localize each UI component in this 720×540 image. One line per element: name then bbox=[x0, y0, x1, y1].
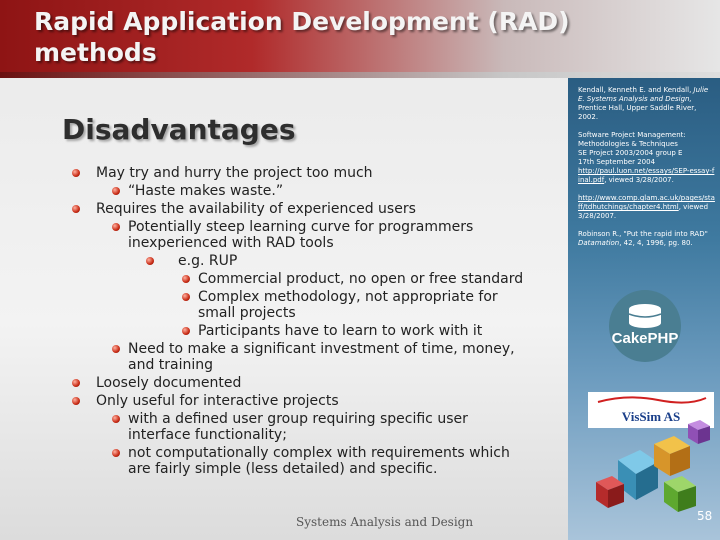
bullet-icon bbox=[72, 169, 80, 177]
cake-logo-text: CakePHP bbox=[611, 330, 679, 347]
list-item bbox=[72, 253, 532, 269]
list-item-text: Participants have to learn to work with it bbox=[198, 323, 483, 339]
bullet-icon bbox=[112, 415, 120, 423]
reference-glam bbox=[578, 194, 716, 221]
list-item-text: Loosely documented bbox=[96, 375, 242, 391]
list-item bbox=[72, 393, 532, 409]
list-item-text: Need to make a significant investment of time, money, and training bbox=[128, 341, 515, 373]
ref3-after: , viewed 3/28/2007. bbox=[578, 203, 709, 220]
bullet-icon bbox=[72, 379, 80, 387]
ref2-link[interactable]: http://paul.luon.net/essays/SEP-essay-final.pdf bbox=[578, 167, 715, 184]
list-item bbox=[72, 341, 532, 373]
list-item bbox=[72, 445, 532, 477]
list-item bbox=[72, 323, 532, 339]
list-item-text: May try and hurry the project too much bbox=[96, 165, 373, 181]
colored-cubes-graphic bbox=[588, 420, 716, 520]
reference-robinson bbox=[578, 230, 716, 248]
ref2-line: Software Project Management: bbox=[578, 131, 686, 139]
list-item bbox=[72, 271, 532, 287]
bullet-icon bbox=[112, 345, 120, 353]
list-item bbox=[72, 165, 532, 181]
bullet-list bbox=[72, 165, 532, 479]
bullet-icon bbox=[72, 205, 80, 213]
slide-title: Rapid Application Development (RAD) methods bbox=[34, 7, 570, 67]
ref4-rest: , 42, 4, 1996, pg. 80. bbox=[619, 239, 693, 247]
list-item bbox=[72, 183, 532, 199]
list-item-text: Complex methodology, not appropriate for small projects bbox=[198, 289, 498, 321]
cakephp-logo bbox=[590, 287, 700, 365]
bullet-icon bbox=[72, 397, 80, 405]
list-item bbox=[72, 219, 532, 251]
ref3-link-line bbox=[578, 194, 716, 221]
list-item-text: “Haste makes waste.” bbox=[128, 183, 284, 199]
ref2-after: , viewed 3/28/2007. bbox=[604, 176, 674, 184]
list-item bbox=[72, 411, 532, 443]
ref2-line: SE Project 2003/2004 group E bbox=[578, 149, 683, 157]
list-item-text: Requires the availability of experienced users bbox=[96, 201, 416, 217]
slide-subtitle: Disadvantages bbox=[62, 113, 296, 146]
page-number: 58 bbox=[697, 509, 713, 523]
ref2-line: 17th September 2004 bbox=[578, 158, 656, 166]
bullet-icon bbox=[146, 257, 154, 265]
list-item bbox=[72, 289, 532, 321]
ref1-italic: Julie E. Systems Analysis and Design, bbox=[578, 86, 709, 103]
bullet-icon bbox=[112, 449, 120, 457]
list-item-text: e.g. RUP bbox=[178, 253, 238, 269]
ref4-plain: Robinson R., "Put the rapid into RAD" bbox=[578, 230, 708, 238]
ref1-plain: Kendall, Kenneth E. and Kendall, bbox=[578, 86, 692, 94]
bullet-icon bbox=[182, 293, 190, 301]
bullet-icon bbox=[112, 187, 120, 195]
bullet-icon bbox=[182, 327, 190, 335]
bullet-icon bbox=[112, 223, 120, 231]
ref2-link-line bbox=[578, 167, 716, 185]
list-item-text: with a defined user group requiring specific user interface functionality; bbox=[128, 411, 468, 443]
list-item-text: not computationally complex with requirements which are fairly simple (less detailed) and specific. bbox=[128, 445, 510, 477]
slide-footer: Systems Analysis and Design bbox=[296, 515, 474, 529]
list-item-text: Only useful for interactive projects bbox=[96, 393, 339, 409]
vissim-logo-text: VisSim AS bbox=[621, 409, 681, 424]
reference-sep bbox=[578, 131, 716, 185]
list-item bbox=[72, 375, 532, 391]
ref3-link[interactable]: http://www.comp.glam.ac.uk/pages/staff/tdhutchings/chapter4.html bbox=[578, 194, 715, 211]
ref1-rest: Prentice Hall, Upper Saddle River, 2002. bbox=[578, 104, 697, 121]
list-item-text: Potentially steep learning curve for programmers inexperienced with RAD tools bbox=[128, 219, 474, 251]
list-item-text: Commercial product, no open or free standard bbox=[198, 271, 524, 287]
reference-kendall bbox=[578, 86, 716, 122]
ref4-italic: Datamation bbox=[578, 239, 620, 247]
ref2-line: Methodologies & Techniques bbox=[578, 140, 678, 148]
list-item bbox=[72, 201, 532, 217]
bullet-icon bbox=[182, 275, 190, 283]
references bbox=[578, 86, 716, 257]
